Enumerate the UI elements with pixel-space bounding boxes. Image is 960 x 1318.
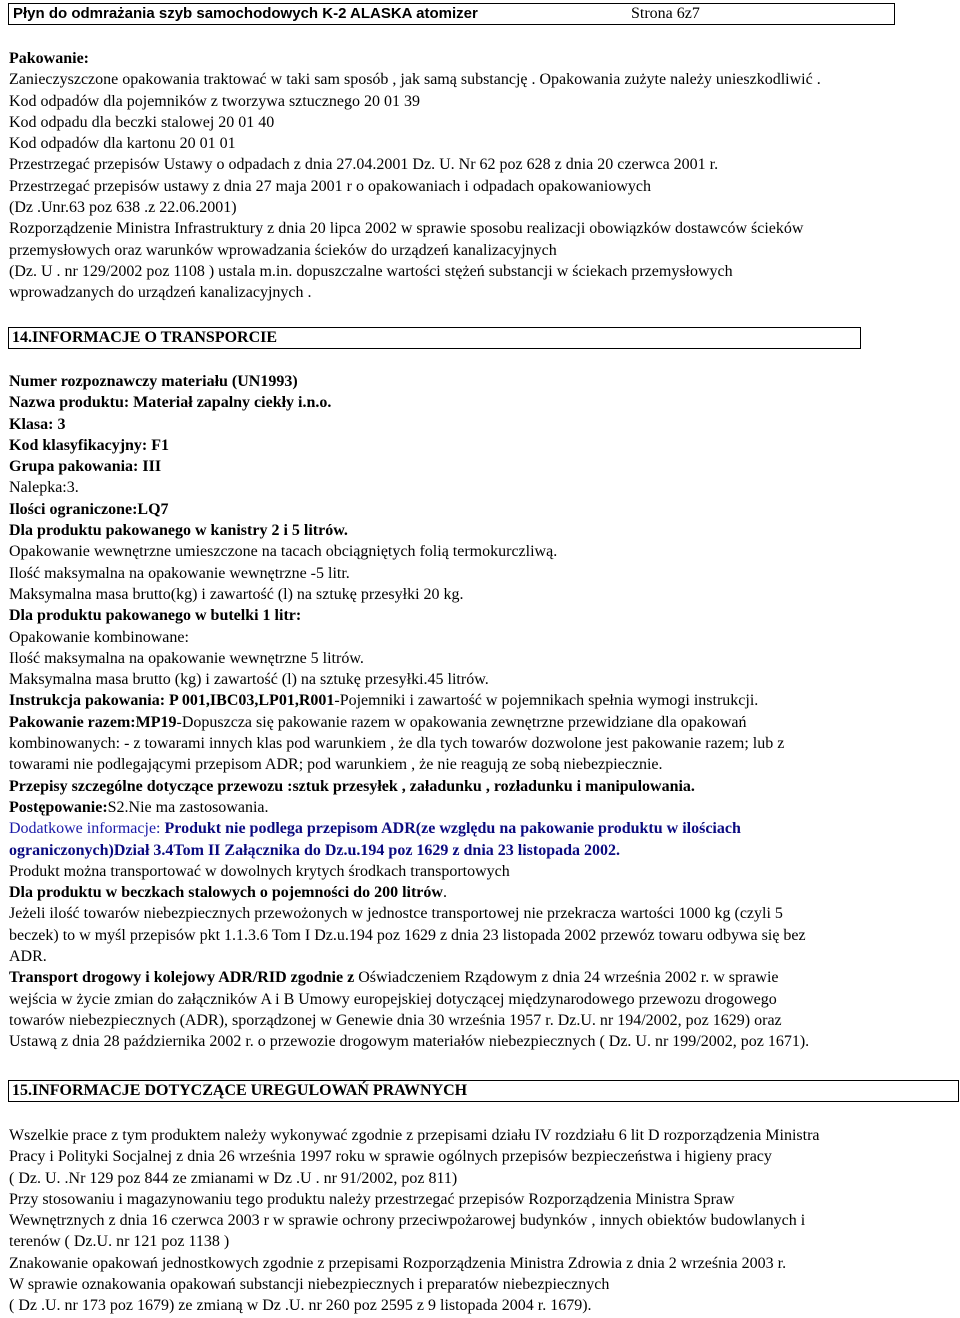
- mixed-packing: [9, 712, 959, 733]
- packaging-line: Przestrzegać przepisów Ustawy o odpadach z dnia 27.04.2001 Dz. U. Nr 62 poz 628 z dnia 20 czerwca 2001 r.: [9, 156, 719, 174]
- bottle-heading: Dla produktu pakowanego w butelki 1 litr:: [9, 607, 302, 625]
- document-title: Płyn do odmrażania szyb samochodowych K-2 ALASKA atomizer: [13, 5, 478, 22]
- canister-heading: Dla produktu pakowanego w kanistry 2 i 5 litrów.: [9, 522, 348, 540]
- bottle-line: Opakowanie kombinowane:: [9, 628, 189, 646]
- packaging-line: Kod odpadów dla kartonu 20 01 01: [9, 135, 236, 153]
- special-provisions: Przepisy szczególne dotyczące przewozu :sztuk przesyłek , załadunku , rozładunku i manipulowania.: [9, 777, 695, 795]
- barrel-heading: [9, 882, 959, 903]
- section-14-heading: [8, 327, 861, 349]
- road-transport-line: wejścia w życie zmian do załączników A i B Umowy europejskiej dotyczącej międzynarodowego przewozu drogowego: [9, 990, 777, 1008]
- packaging-block: [9, 48, 959, 304]
- packaging-line: Rozporządzenie Ministra Infrastruktury z dnia 20 lipca 2002 w sprawie sposobu realizacji obowiązków dostawców ścieków: [9, 220, 804, 238]
- packaging-heading: Pakowanie:: [9, 50, 89, 67]
- regulation-line: ( Dz. U. .Nr 129 poz 844 ze zmianami w Dz .U . nr 91/2002, poz 811): [9, 1169, 458, 1187]
- regulation-line: Przy stosowaniu i magazynowaniu tego produktu należy przestrzegać przepisów Rozporządzenia Ministra Spraw: [9, 1190, 735, 1208]
- bottle-line: Maksymalna masa brutto (kg) i zawartość (l) na sztukę przesyłki.45 litrów.: [9, 671, 489, 689]
- road-transport-line: towarów niebezpiecznych (ADR), sporządzonej w Genewie dnia 30 września 1957 r. Dz.U. nr 194/2002, poz 1629) oraz: [9, 1011, 782, 1029]
- barrel-line: Jeżeli ilość towarów niebezpiecznych przewożonych w jednostce transportowej nie przekracza wartości 1000 kg (czyli 5: [9, 905, 783, 923]
- regulations-block: [9, 1125, 959, 1317]
- packaging-line: wprowadzanych do urządzeń kanalizacyjnych .: [9, 284, 312, 302]
- packing-instruction: [9, 690, 959, 711]
- regulation-line: ( Dz .U. nr 173 poz 1679) ze zmianą w Dz .U. nr 260 poz 2595 z 9 listopada 2004 r. 1679).: [9, 1297, 592, 1315]
- packaging-line: Kod odpadu dla beczki stalowej 20 01 40: [9, 113, 275, 131]
- section-15-heading: [8, 1080, 959, 1102]
- additional-info: [9, 818, 959, 839]
- page-header: [8, 3, 895, 25]
- section-15-title: 15.INFORMACJE DOTYCZĄCE UREGULOWAŃ PRAWNYCH: [12, 1082, 468, 1099]
- barrel-heading-dot: .: [442, 884, 447, 902]
- class-code: Kod klasyfikacyjny: F1: [9, 436, 170, 454]
- road-transport-text: Oświadczeniem Rządowym z dnia 24 września 2002 r. w sprawie: [358, 969, 779, 987]
- additional-info-text: Produkt nie podlega przepisom ADR(ze względu na pakowanie produktu w ilościach: [164, 820, 741, 838]
- hazard-class: Klasa: 3: [9, 415, 66, 433]
- page-number: Strona 6z7: [631, 5, 700, 22]
- section-14-title: 14.INFORMACJE O TRANSPORCIE: [12, 329, 278, 346]
- regulation-line: Znakowanie opakowań jednostkowych zgodnie z przepisami Rozporządzenia Ministra Zdrowia z dnia 2 września 2003 r.: [9, 1254, 787, 1272]
- procedure-text: S2.Nie ma zastosowania.: [107, 798, 269, 816]
- bottle-line: Ilość maksymalna na opakowanie wewnętrzne 5 litrów.: [9, 649, 364, 667]
- transport-block: [9, 371, 959, 1053]
- canister-line: Opakowanie wewnętrzne umieszczone na tacach obciągniętych folią termokurczliwą.: [9, 543, 558, 561]
- additional-info-line: ograniczonych)Dział 3.4Tom II Załącznika do Dz.u.194 poz 1629 z dnia 23 listopada 2002.: [9, 841, 621, 859]
- label-info: Nalepka:3.: [9, 479, 79, 497]
- covered-transport: Produkt można transportować w dowolnych krytych środkach transportowych: [9, 862, 510, 880]
- packing-instruction-text: -Pojemniki i zawartość w pojemnikach spełnia wymogi instrukcji.: [334, 692, 759, 710]
- road-transport: [9, 967, 959, 988]
- procedure: [9, 797, 959, 818]
- packing-instruction-label: Instrukcja pakowania: P 001,IBC03,LP01,R001: [9, 692, 335, 710]
- packing-group: Grupa pakowania: III: [9, 458, 162, 476]
- regulation-line: terenów ( Dz.U. nr 121 poz 1138 ): [9, 1233, 230, 1251]
- mixed-packing-text: -Dopuszcza się pakowanie razem w opakowania zewnętrzne przewidziane dla opakowań: [176, 713, 747, 731]
- packaging-line: Kod odpadów dla pojemników z tworzywa sztucznego 20 01 39: [9, 92, 421, 110]
- barrel-line: ADR.: [9, 948, 47, 966]
- road-transport-label: Transport drogowy i kolejowy ADR/RID zgodnie z: [9, 969, 359, 987]
- mixed-packing-line: towarami nie podlegającymi przepisom ADR; pod warunkiem , że nie reagują ze sobą niebezpiecznie.: [9, 756, 663, 774]
- canister-line: Ilość maksymalna na opakowanie wewnętrzne -5 litr.: [9, 564, 350, 582]
- regulation-line: Wewnętrznych z dnia 16 czerwca 2003 r w sprawie ochrony przeciwpożarowej budynków , innych obiektów budowlanych i: [9, 1212, 806, 1230]
- canister-line: Maksymalna masa brutto(kg) i zawartość (l) na sztukę przesyłki 20 kg.: [9, 585, 464, 603]
- regulation-line: W sprawie oznakowania opakowań substancji niebezpiecznych i preparatów niebezpiecznych: [9, 1276, 610, 1294]
- road-transport-line: Ustawą z dnia 28 października 2002 r. o przewozie drogowym materiałów niebezpiecznych ( Dz. U. nr 199/2002, poz 1671).: [9, 1033, 810, 1051]
- additional-info-label: Dodatkowe informacje:: [9, 820, 165, 838]
- packaging-line: (Dz .Unr.63 poz 638 .z 22.06.2001): [9, 199, 237, 217]
- packaging-line: (Dz. U . nr 129/2002 poz 1108 ) ustala m.in. dopuszczalne wartości stężeń substancji w ściekach przemysłowych: [9, 262, 733, 280]
- barrel-line: beczek) to w myśl przepisów pkt 1.1.3.6 Tom I Dz.u.194 poz 1629 z dnia 23 listopada 2002 przewóz towaru odbywa się bez: [9, 926, 806, 944]
- limited-quantity: Ilości ograniczone:LQ7: [9, 500, 169, 518]
- packaging-line: Przestrzegać przepisów ustawy z dnia 27 maja 2001 r o opakowaniach i odpadach opakowaniowych: [9, 177, 652, 195]
- regulation-line: Pracy i Polityki Socjalnej z dnia 26 września 1997 roku w sprawie ogólnych przepisów bezpieczeństwa i higieny pracy: [9, 1148, 772, 1166]
- procedure-label: Postępowanie:: [9, 798, 108, 816]
- packaging-line: Zanieczyszczone opakowania traktować w taki sam sposób , jak samą substancję . Opakowania zużyte należy unieszkodliwić .: [9, 71, 821, 89]
- un-number: Numer rozpoznawczy materiału (UN1993): [9, 373, 298, 390]
- product-name: Nazwa produktu: Materiał zapalny ciekły i.n.o.: [9, 394, 332, 412]
- packaging-line: przemysłowych oraz warunków wprowadzania ścieków do urządzeń kanalizacyjnych: [9, 241, 557, 259]
- mixed-packing-label: Pakowanie razem:MP19: [9, 713, 177, 731]
- regulation-line: Wszelkie prace z tym produktem należy wykonywać zgodnie z przepisami działu IV rozdziału 6 lit D rozporządzenia Ministra: [9, 1127, 820, 1144]
- barrel-heading-text: Dla produktu w beczkach stalowych o pojemności do 200 litrów: [9, 884, 443, 902]
- mixed-packing-line: kombinowanych: - z towarami innych klas pod warunkiem , że dla tych towarów dozwolone jest pakowanie razem; lub z: [9, 735, 785, 753]
